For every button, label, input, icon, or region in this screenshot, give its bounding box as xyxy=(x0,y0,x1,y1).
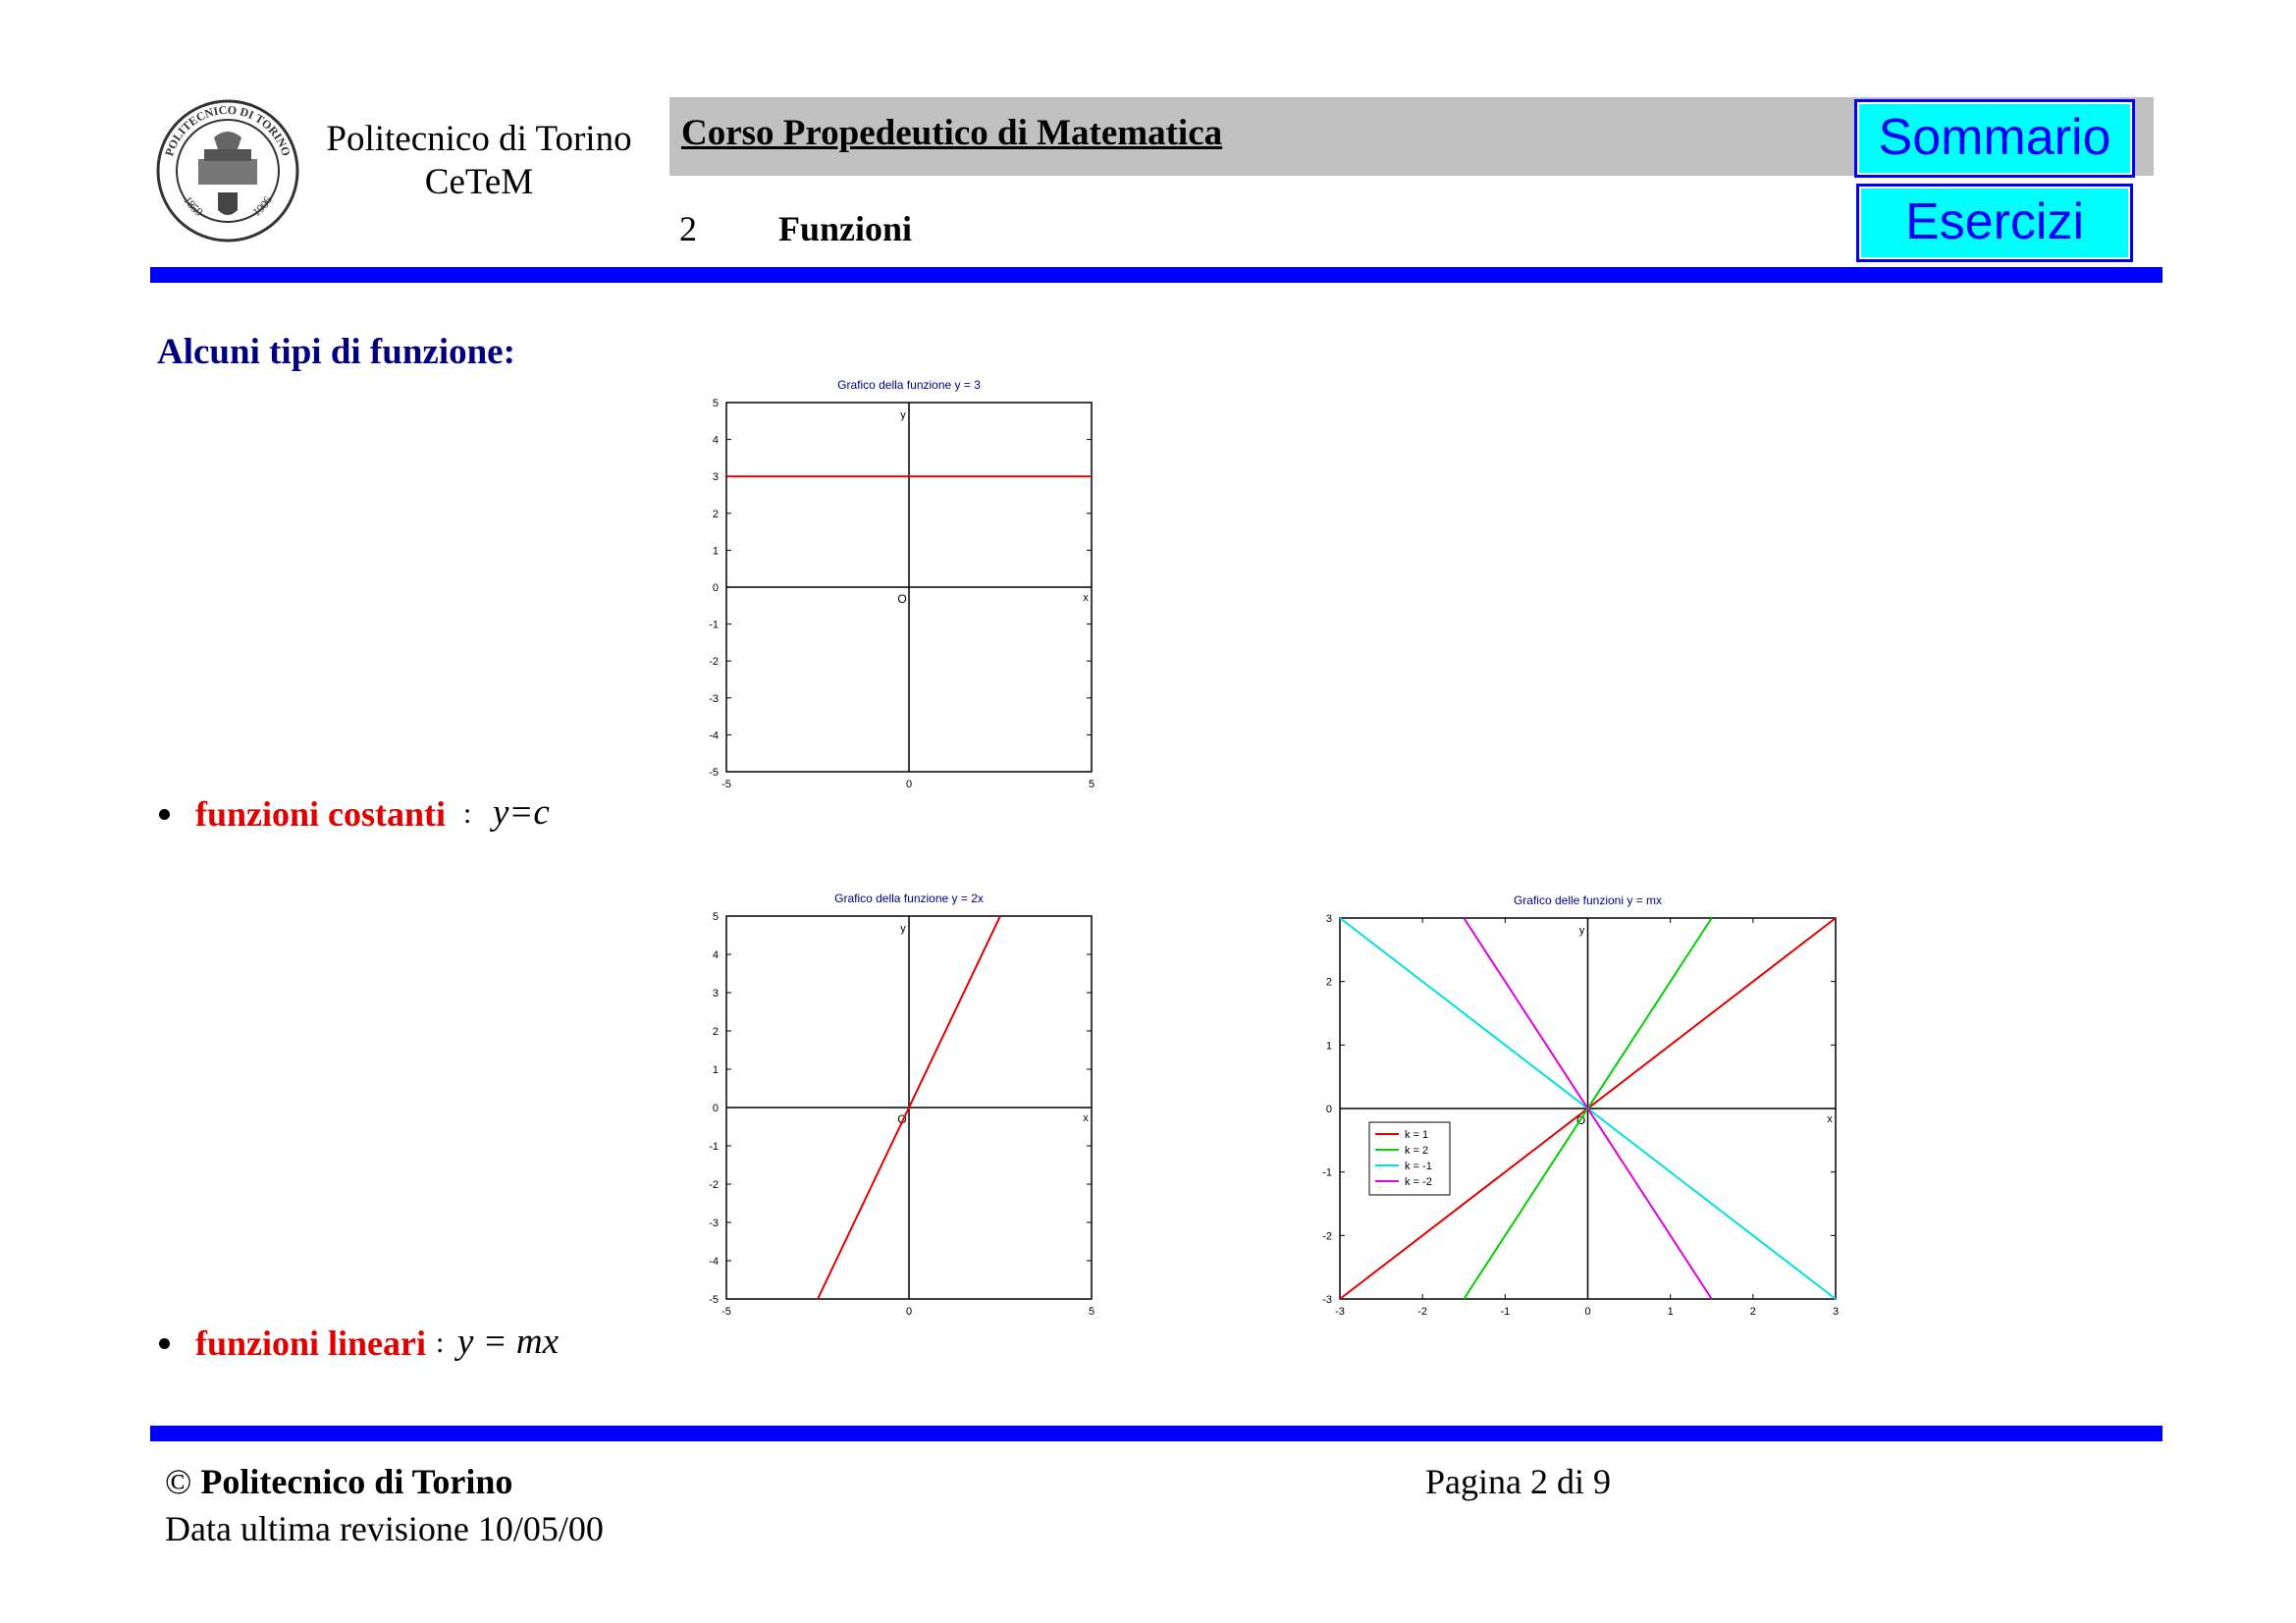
bullet-separator: : xyxy=(436,1326,445,1359)
chart-svg xyxy=(1306,884,1855,1325)
chart-title: Grafico della funzione y = 3 xyxy=(837,378,981,392)
chart-svg xyxy=(687,884,1099,1325)
institution-name: Politecnico di Torino xyxy=(326,119,632,159)
x-tick-label: -2 xyxy=(1417,1306,1428,1318)
svg-text:1906: 1906 xyxy=(249,193,275,220)
y-tick-label: -1 xyxy=(1322,1166,1332,1179)
x-axis-label: x xyxy=(1827,1113,1833,1125)
bullet-dot xyxy=(159,809,170,820)
chart-constant-function xyxy=(687,373,1099,805)
y-tick-label: 0 xyxy=(1325,1104,1332,1115)
y-tick-label: -3 xyxy=(1322,1294,1332,1306)
course-title: Corso Propedeutico di Matematica xyxy=(681,113,1223,153)
x-tick-label: 5 xyxy=(1088,779,1095,790)
x-tick-label: 0 xyxy=(905,1306,913,1318)
legend-entry: k = 1 xyxy=(1405,1129,1429,1141)
x-tick-label: 0 xyxy=(905,779,913,790)
svg-text:1859: 1859 xyxy=(181,193,206,220)
y-axis-label: y xyxy=(900,409,906,421)
header-divider xyxy=(150,267,2163,283)
copyright-name: Politecnico di Torino xyxy=(200,1462,513,1501)
footer-copyright xyxy=(165,1461,512,1502)
y-tick-label: 0 xyxy=(712,1103,719,1114)
chart-svg xyxy=(687,373,1099,805)
legend-entry: k = -2 xyxy=(1405,1176,1432,1188)
y-tick-label: -3 xyxy=(709,1217,719,1229)
y-tick-label: -2 xyxy=(1322,1230,1332,1243)
bullet-label: funzioni costanti xyxy=(195,794,447,834)
y-tick-label: -5 xyxy=(709,767,719,779)
y-tick-label: 3 xyxy=(712,988,719,1000)
bullet-formula: y=c xyxy=(493,792,550,833)
y-tick-label: 2 xyxy=(1325,976,1332,989)
svg-text:POLITECNICO DI TORINO: POLITECNICO DI TORINO xyxy=(162,102,294,158)
bullet-separator: : xyxy=(463,797,472,830)
revision-date: Data ultima revisione 10/05/00 xyxy=(165,1509,604,1548)
y-tick-label: -2 xyxy=(709,656,719,669)
politecnico-seal-logo xyxy=(155,98,300,243)
x-tick-label: -1 xyxy=(1500,1306,1511,1318)
page-subtitle: Alcuni tipi di funzione: xyxy=(157,332,515,372)
x-tick-label: -5 xyxy=(721,1306,731,1318)
x-tick-label: -5 xyxy=(721,779,731,790)
bullet-dot xyxy=(159,1338,170,1349)
origin-label: O xyxy=(1575,1113,1586,1127)
x-tick-label: 5 xyxy=(1088,1306,1095,1318)
legend-entry: k = -1 xyxy=(1405,1161,1432,1172)
y-tick-label: 1 xyxy=(712,1064,719,1076)
y-tick-label: 5 xyxy=(712,398,719,409)
y-tick-label: -4 xyxy=(709,730,719,742)
y-tick-label: 2 xyxy=(712,508,719,520)
bullet-label: funzioni lineari xyxy=(195,1324,427,1363)
y-axis-label: y xyxy=(900,923,906,935)
y-tick-label: 4 xyxy=(712,434,719,447)
esercizi-button[interactable]: Esercizi xyxy=(1856,184,2133,262)
y-tick-label: 3 xyxy=(1325,913,1332,925)
chart-linear-functions-mx xyxy=(1306,884,1855,1325)
y-tick-label: -3 xyxy=(709,692,719,705)
x-axis-label: x xyxy=(1083,592,1089,604)
y-tick-label: -1 xyxy=(709,1141,719,1153)
y-tick-label: 4 xyxy=(712,949,719,961)
y-tick-label: -4 xyxy=(709,1256,719,1268)
y-tick-label: -2 xyxy=(709,1179,719,1191)
y-tick-label: -5 xyxy=(709,1294,719,1306)
y-tick-label: 1 xyxy=(1325,1040,1332,1053)
y-tick-label: 2 xyxy=(712,1026,719,1038)
x-axis-label: x xyxy=(1083,1112,1089,1124)
chart-title: Grafico delle funzioni y = mx xyxy=(1513,893,1663,907)
y-axis-label: y xyxy=(1578,925,1585,937)
copyright-symbol: © xyxy=(165,1462,192,1501)
x-tick-label: 0 xyxy=(1584,1306,1591,1318)
origin-label: O xyxy=(897,592,907,606)
section-number: 2 xyxy=(679,209,697,248)
section-title: Funzioni xyxy=(778,209,913,248)
y-tick-label: 1 xyxy=(712,545,719,558)
department-name: CeTeM xyxy=(424,162,534,202)
x-tick-label: -3 xyxy=(1335,1306,1345,1318)
legend-entry: k = 2 xyxy=(1405,1145,1429,1157)
x-tick-label: 1 xyxy=(1667,1306,1674,1318)
footer-divider xyxy=(150,1426,2163,1441)
y-tick-label: 0 xyxy=(712,582,719,594)
page-indicator: Pagina 2 di 9 xyxy=(1425,1462,1611,1501)
sommario-button[interactable]: Sommario xyxy=(1854,99,2135,178)
x-tick-label: 3 xyxy=(1832,1306,1840,1318)
y-tick-label: 3 xyxy=(712,471,719,484)
y-tick-label: 5 xyxy=(712,911,719,923)
chart-linear-function-2x xyxy=(687,884,1099,1325)
institution-block xyxy=(312,118,646,204)
y-tick-label: -1 xyxy=(709,619,719,631)
origin-label: O xyxy=(897,1112,907,1126)
chart-title: Grafico della funzione y = 2x xyxy=(834,892,984,905)
bullet-formula: y = mx xyxy=(457,1322,560,1362)
x-tick-label: 2 xyxy=(1749,1306,1756,1318)
